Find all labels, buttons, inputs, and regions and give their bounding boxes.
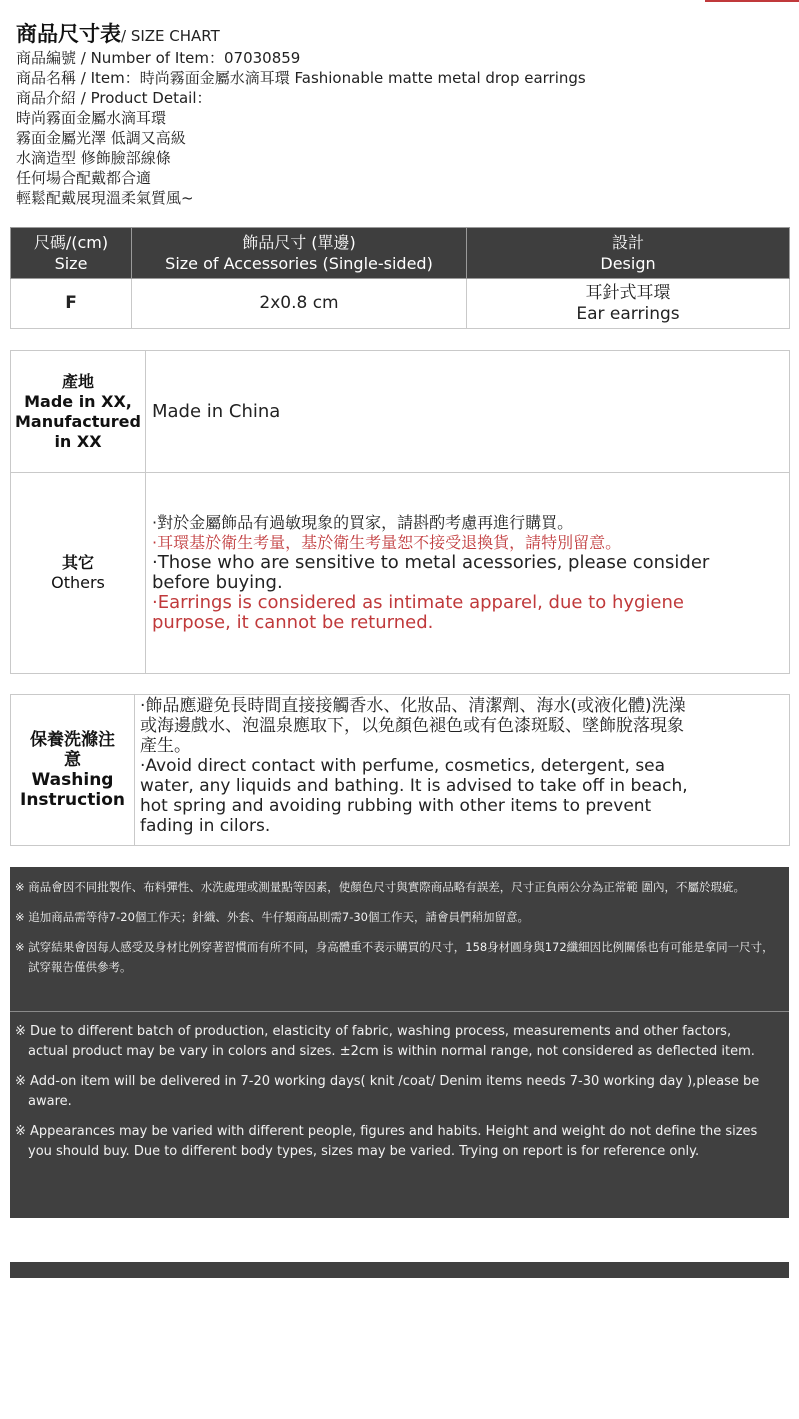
notice-zh — [15, 877, 775, 987]
footer-bar — [10, 1262, 789, 1278]
detail-line: 時尚霧面金屬水滴耳環 — [16, 109, 167, 127]
washing-row — [11, 695, 790, 846]
detail-line: 輕鬆配戴展現溫柔氣質風~ — [16, 189, 194, 207]
allergy-note-en: ·Those who are sensitive to metal acessories, please consider — [152, 552, 710, 573]
item-name: 商品名稱 / Item：時尚霧面金屬水滴耳環 Fashionable matte metal drop earrings — [16, 69, 586, 87]
others-label: 其它 Others — [11, 473, 146, 674]
washing-label: 保養洗滌注 意 Washing Instruction — [11, 695, 135, 846]
detail-line: 任何場合配戴都合適 — [16, 169, 152, 187]
size-chart-table — [10, 227, 790, 329]
return-policy-note-zh: ·耳環基於衛生考量，基於衛生考量恕不接受退換貨，請特別留意。 — [152, 533, 622, 552]
header-design: 設計 Design — [467, 228, 790, 279]
others-row — [11, 473, 790, 674]
return-policy-note-en-cont: purpose, it cannot be returned. — [152, 612, 434, 633]
notice-item: ※ 商品會因不同批製作、布料彈性、水洗處理或測量點等因素，使顏色尺寸與實際商品略有誤差，尺寸正負兩公分為正常範 圍內，不屬於瑕疵。 — [15, 880, 745, 894]
washing-line: ·Avoid direct contact with perfume, cosmetics, detergent, sea — [140, 756, 666, 776]
notice-item: ※ 試穿結果會因每人感受及身材比例穿著習慣而有所不同，身高體重不表示購買的尺寸，158身材圓身與172纖細因比例關係也有可能是拿同一尺寸，試穿報告僅供參考。 — [15, 940, 774, 974]
washing-line: ·飾品應避免長時間直接接觸香水、化妝品、清潔劑、海水(或液化體)洗澡 — [140, 696, 686, 716]
top-accent-bar — [705, 0, 799, 2]
cell-design: 耳針式耳環 Ear earrings — [467, 279, 790, 329]
size-table-header — [11, 228, 790, 279]
washing-line: 產生。 — [140, 736, 191, 756]
header-size: 尺碼/(cm) Size — [11, 228, 132, 279]
cell-size: F — [11, 279, 132, 329]
notice-item: ※ Appearances may be varied with different people, figures and habits. Height and weight do not define the sizes you should buy. Due to different body types, sizes may be varied. Trying on report is for reference only. — [15, 1124, 758, 1159]
washing-line: fading in cilors. — [140, 816, 271, 836]
return-policy-note-en: ·Earrings is considered as intimate apparel, due to hygiene — [152, 592, 684, 613]
allergy-note: ·對於金屬飾品有過敏現象的買家，請斟酌考慮再進行購買。 — [152, 513, 574, 532]
cell-dimension: 2x0.8 cm — [132, 279, 467, 329]
detail-line: 霧面金屬光澤 低調又高級 — [16, 129, 186, 147]
origin-label: 產地 Made in XX, Manufactured in XX — [11, 351, 146, 473]
header-accessory-size: 飾品尺寸 (單邊) Size of Accessories (Single-sided) — [132, 228, 467, 279]
washing-line: water, any liquids and bathing. It is advised to take off in beach, — [140, 776, 688, 796]
washing-value — [135, 695, 790, 846]
origin-others-table — [10, 350, 790, 674]
title-en: / SIZE CHART — [121, 27, 220, 45]
allergy-note-en-cont: before buying. — [152, 572, 283, 593]
page-title — [16, 20, 786, 48]
item-number: 商品編號 / Number of Item：07030859 — [16, 49, 301, 67]
table-row — [11, 279, 790, 329]
notice-panel — [10, 867, 789, 1218]
title-zh: 商品尺寸表 — [16, 22, 121, 46]
origin-row — [11, 351, 790, 473]
notice-item: ※ 追加商品需等待7-20個工作天；針織、外套、牛仔類商品則需7-30個工作天，請會員們稍加留意。 — [15, 910, 529, 924]
washing-line: 或海邊戲水、泡溫泉應取下，以免顏色褪色或有色漆斑駁、墜飾脫落現象 — [140, 716, 684, 736]
others-value — [146, 473, 790, 674]
product-detail-label: 商品介紹 / Product Detail： — [16, 89, 212, 107]
origin-value: Made in China — [146, 351, 790, 473]
notice-item: ※ Add-on item will be delivered in 7-20 working days( knit /coat/ Denim items needs 7-30 working day ),please be aware. — [15, 1074, 760, 1109]
notice-item: ※ Due to different batch of production, elasticity of fabric, washing process, measurements and other factors, actual product may be vary in colors and sizes. ±2cm is within normal range, not considered as deflected item. — [15, 1024, 755, 1059]
washing-table — [10, 694, 790, 846]
notice-en — [15, 1022, 775, 1172]
notice-divider — [10, 1011, 789, 1012]
product-header — [16, 20, 786, 208]
washing-line: hot spring and avoiding rubbing with other items to prevent — [140, 796, 652, 816]
detail-line: 水滴造型 修飾臉部線條 — [16, 149, 171, 167]
